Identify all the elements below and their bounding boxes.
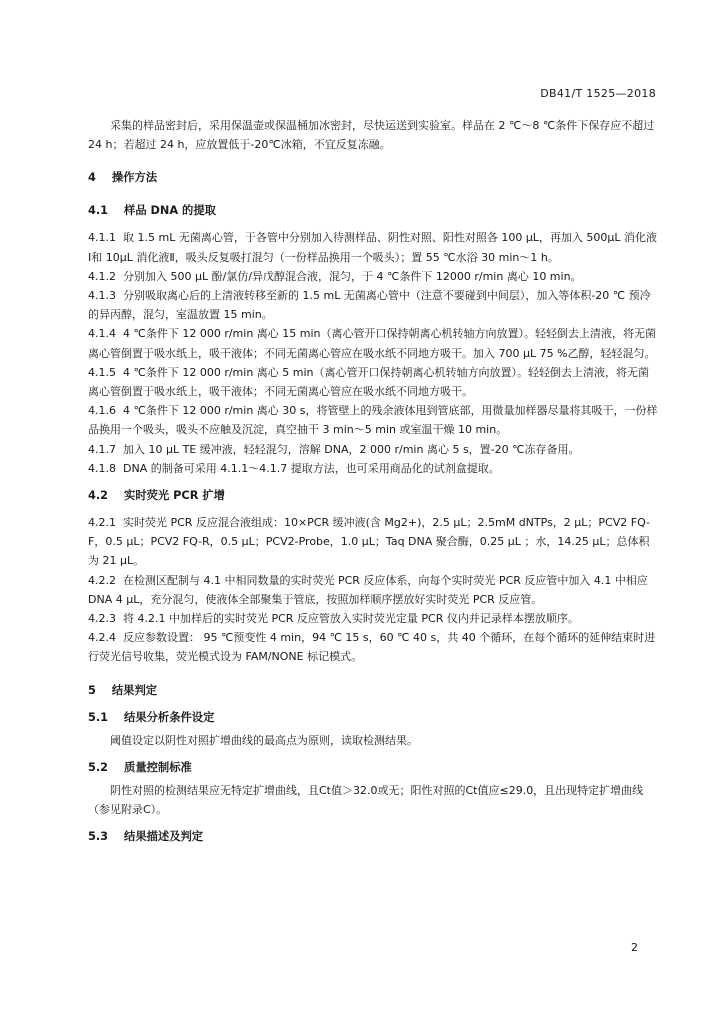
clause-4-2-4: 4.2.4 反应参数设置： 95 ℃预变性 4 min，94 ℃ 15 s，60 ℃ 40 s，共 40 个循环，在每个循环的延伸结束时进行荧光信号收集，荧光模式设为 FAM/NONE 标记模式。 (88, 631, 656, 664)
clause-4-2-3: 4.2.3 将 4.2.1 中加样后的实时荧光 PCR 反应管放入实时荧光定量 PCR 仪内并记录样本摆放顺序。 (88, 612, 579, 626)
clause-4-1-5: 4.1.5 4 ℃条件下 12 000 r/min 离心 5 min（离心管开口保持朝离心机转轴方向放置）。轻轻倒去上清液，将无菌离心管倒置于吸水纸上，吸干液体；不同无菌离心管应在吸水纸不同地方吸干。 (88, 365, 650, 399)
section-5-3-heading: 5.3 结果描述及判定 (88, 830, 204, 844)
section-4-1-heading: 4.1 样品 DNA 的提取 (88, 204, 216, 218)
clause-4-1-4: 4.1.4 4 ℃条件下 12 000 r/min 离心 15 min（离心管开口保持朝离心机转轴方向放置）。轻轻倒去上清液，将无菌离心管倒置于吸水纸上，吸干液体；不同无菌离心管应在吸水纸不同地方吸干。加入 700 μL 75 %乙醇，轻轻混匀。 (88, 327, 657, 360)
intro-paragraph: 采集的样品密封后，采用保温壶或保温桶加冰密封，尽快运送到实验室。样品在 2 ℃～8 ℃条件下保存应不超过 24 h；若超过 24 h，应放置低于-20℃冰箱，不宜反复冻融。 (88, 119, 655, 152)
clause-4-2-1: 4.2.1 实时荧光 PCR 反应混合液组成：10×PCR 缓冲液(含 Mg2+)，2.5 μL；2.5mM dNTPs，2 μL；PCV2 FQ-F，0.5 μL；PCV2 FQ-R，0.5 μL；PCV2-Probe，1.0 μL；Taq DNA 聚合酶，0.25 μL ；水，14.25 μL；总体积为 21 μL。 (88, 516, 651, 568)
section-4-2-heading: 4.2 实时荧光 PCR 扩增 (88, 489, 225, 503)
clause-4-1-8: 4.1.8 DNA 的制备可采用 4.1.1～4.1.7 提取方法，也可采用商品化的试剂盒提取。 (88, 461, 500, 475)
clause-4-1-7: 4.1.7 加入 10 μL TE 缓冲液，轻轻混匀，溶解 DNA，2 000 r/min 离心 5 s，置-20 ℃冻存备用。 (88, 442, 580, 456)
section-5-1-heading: 5.1 结果分析条件设定 (88, 710, 215, 724)
clause-4-2-2: 4.2.2 在检测区配制与 4.1 中相同数量的实时荧光 PCR 反应体系，向每个实时荧光 PCR 反应管中加入 4.1 中相应 DNA 4 μL，充分混匀，使液体全部聚集于管底，按照加样顺序摆放好实时荧光 PCR 反应管。 (88, 573, 648, 606)
clause-4-1-1: 4.1.1 取 1.5 mL 无菌离心管，于各管中分别加入待测样品、阴性对照、阳性对照各 100 μL，再加入 500μL 消化液Ⅰ和 10μL 消化液Ⅱ，吸头反复吸打混匀（一份样品换用一个吸头）；置 55 ℃水浴 30 min～1 h。 (88, 231, 658, 264)
document-body (88, 116, 658, 846)
paragraph-5-2: 阴性对照的检测结果应无特定扩增曲线，且Ct值＞32.0或无；阳性对照的Ct值应≤29.0，且出现特定扩增曲线（参见附录C）。 (88, 783, 644, 817)
clause-4-1-2: 4.1.2 分别加入 500 μL 酚/氯仿/异戊醇混合液，混匀，于 4 ℃条件下 12000 r/min 离心 10 min。 (88, 269, 582, 283)
clause-4-1-3: 4.1.3 分别吸取离心后的上清液转移至新的 1.5 mL 无菌离心管中（注意不要碰到中间层），加入等体积-20 ℃ 预冷的异丙醇，混匀，室温放置 15 min。 (88, 289, 651, 322)
paragraph-5-1: 阈值设定以阴性对照扩增曲线的最高点为原则，读取检测结果。 (110, 733, 418, 747)
section-5-heading: 5 结果判定 (88, 683, 158, 697)
page-number: 2 (631, 941, 638, 954)
section-4-heading: 4 操作方法 (88, 171, 158, 185)
section-5-2-heading: 5.2 质量控制标准 (88, 760, 192, 774)
clause-4-1-6: 4.1.6 4 ℃条件下 12 000 r/min 离心 30 s，将管壁上的残余液体甩到管底部，用微量加样器尽量将其吸干，一份样品换用一个吸头，吸头不应触及沉淀，真空抽干 3 min～5 min 或室温干燥 10 min。 (88, 404, 658, 437)
standard-code: DB41/T 1525—2018 (540, 87, 656, 100)
